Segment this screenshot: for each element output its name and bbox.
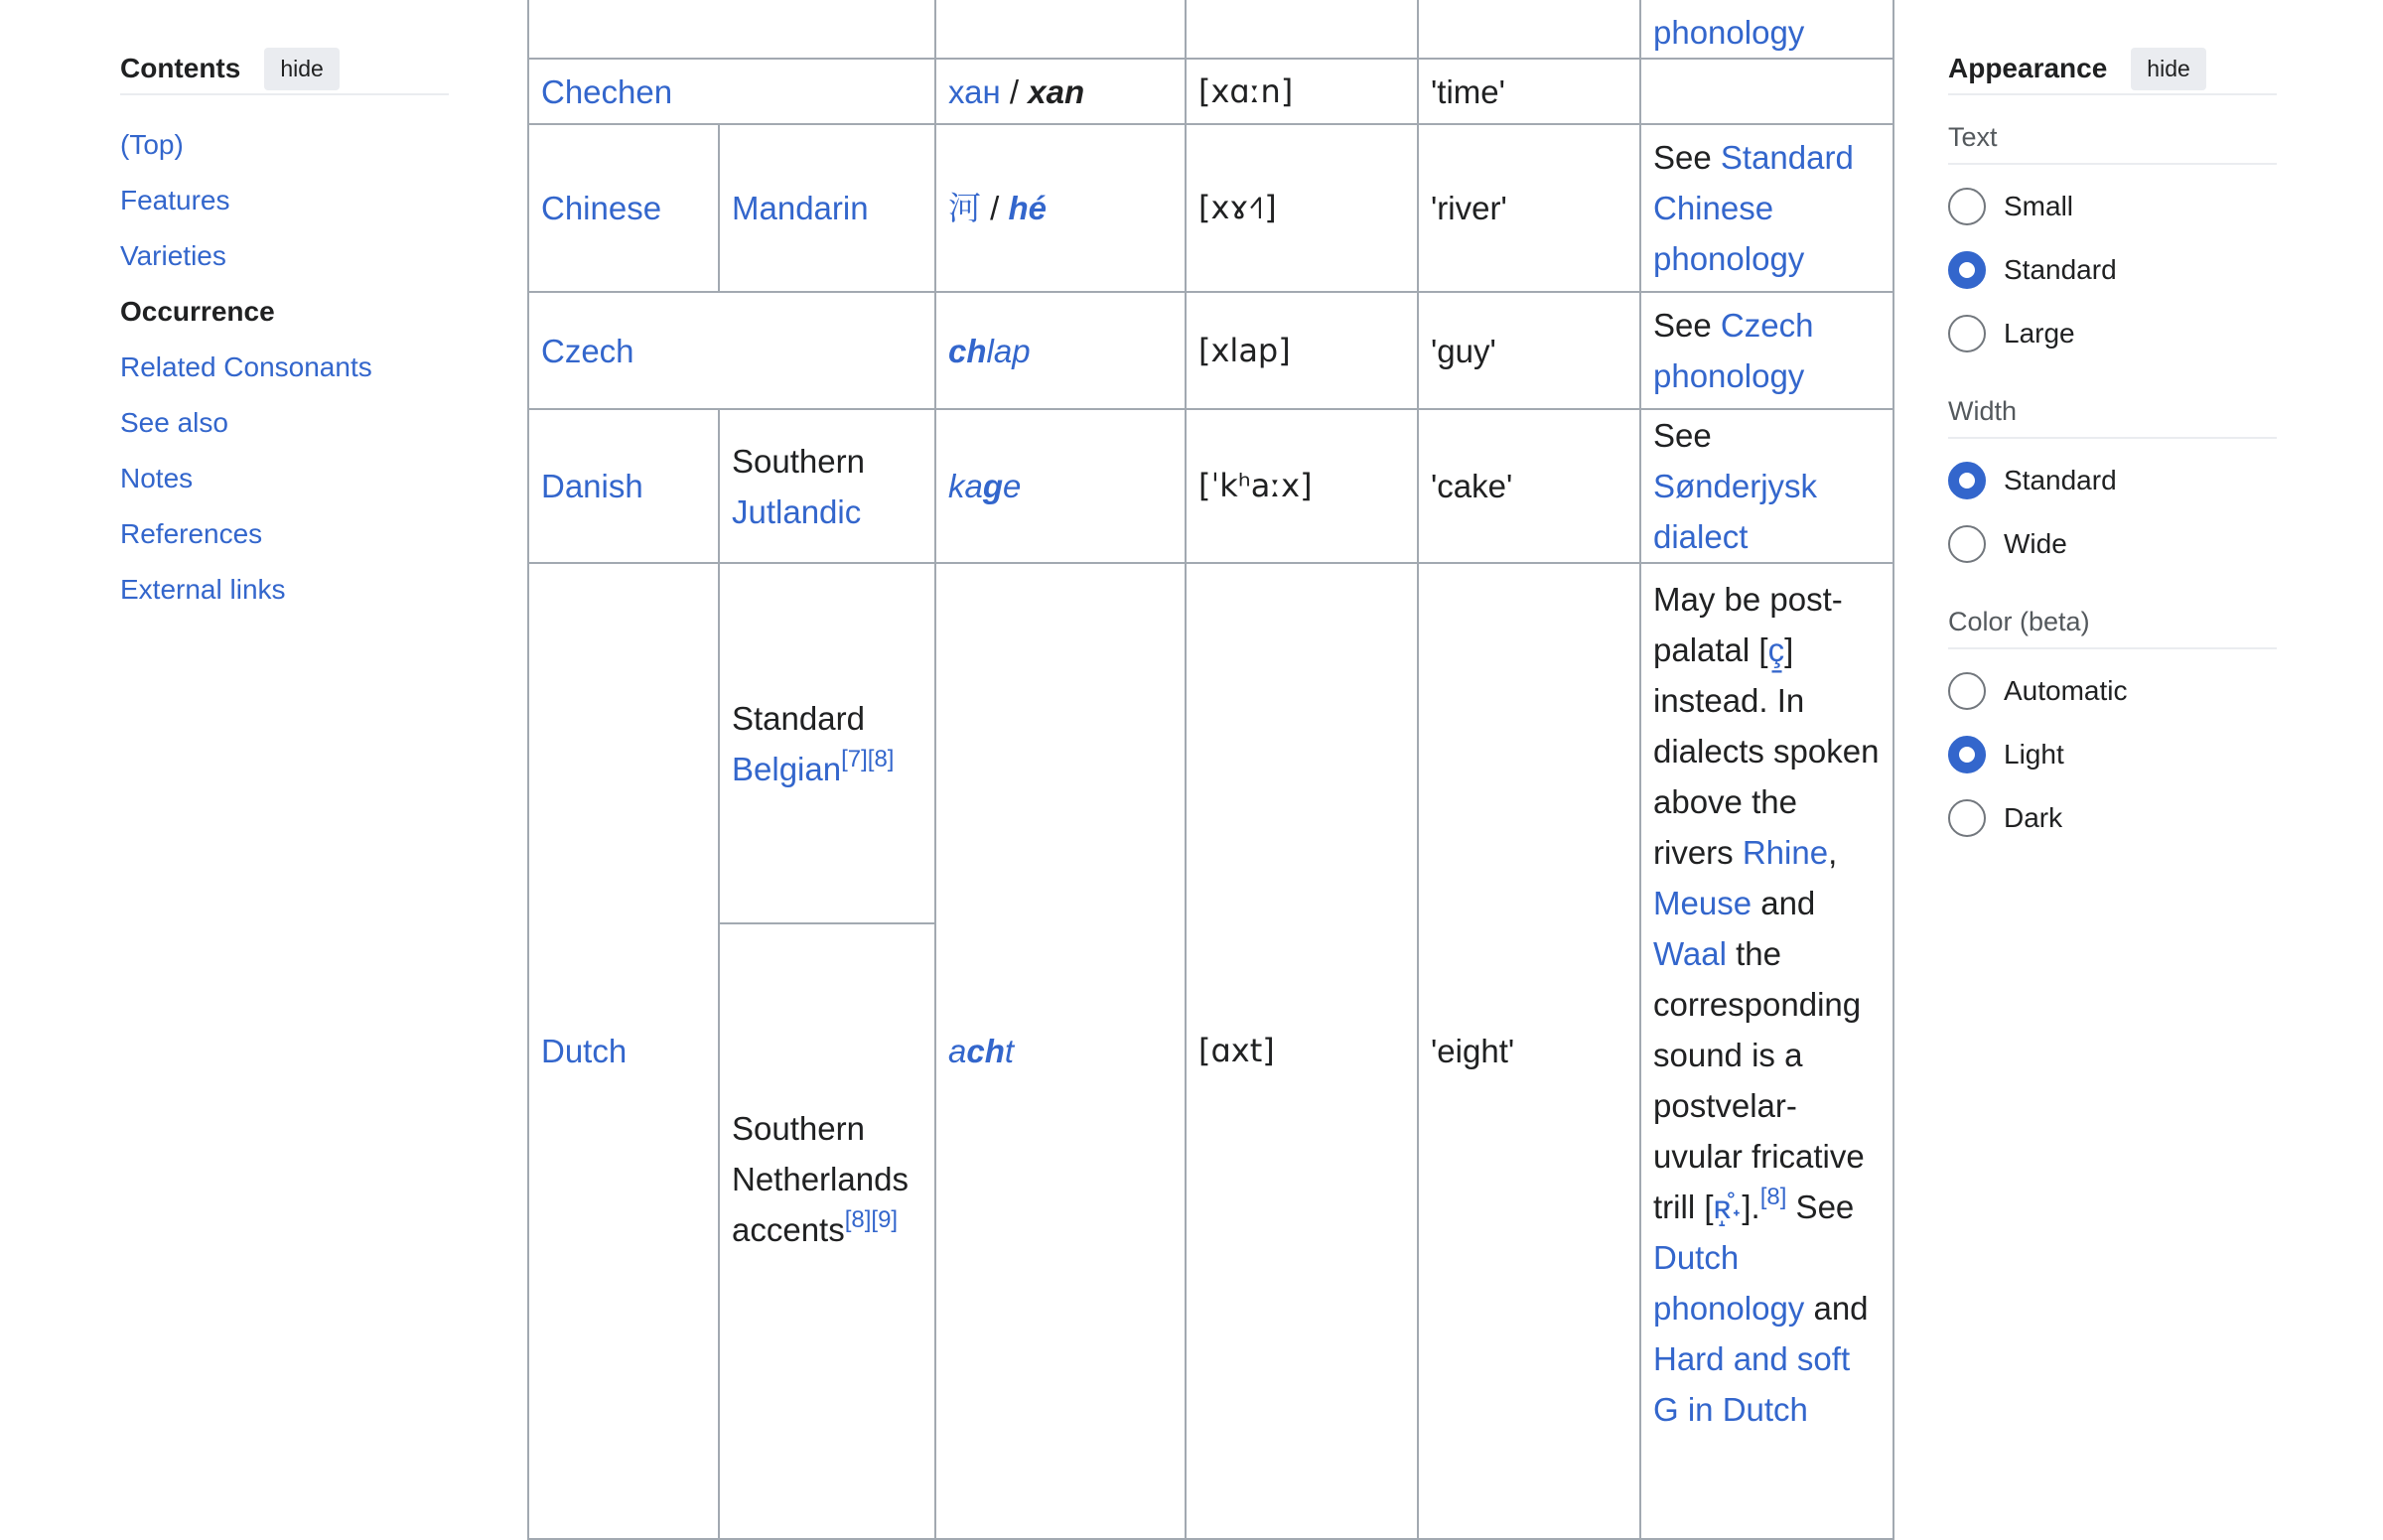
notes-text: May be post-palatal [ (1653, 581, 1843, 668)
dialect-cell (719, 563, 935, 923)
color-automatic[interactable] (1948, 659, 2277, 723)
toc-hide-button[interactable]: hide (264, 48, 339, 90)
notes-cell (1640, 59, 1893, 124)
language-link-czech[interactable]: Czech (541, 332, 634, 369)
occurrence-table (527, 0, 1894, 1540)
toc-item-varieties[interactable]: Varieties (120, 240, 226, 271)
river-link-rhine[interactable]: Rhine (1742, 834, 1829, 871)
toc-item-features[interactable]: Features (120, 185, 230, 215)
meaning-cell: 'time' (1418, 59, 1640, 124)
language-link-chinese[interactable]: Chinese (541, 190, 662, 226)
ipa-cell: [xɤ˧˥] (1186, 124, 1418, 292)
dialect-cell (719, 923, 935, 1539)
width-options (1948, 439, 2277, 576)
dialect-cell (719, 409, 935, 563)
example-word-part: e (1003, 468, 1022, 504)
example-word-highlight: g (982, 468, 1004, 504)
toc-item-external-links[interactable]: External links (120, 574, 286, 605)
notes-see-text: See (1653, 139, 1721, 176)
notes-cell (1640, 292, 1893, 409)
table-row (528, 124, 1893, 292)
ipa-cell: [xlap] (1186, 292, 1418, 409)
notes-text: ] instead. In dialects spoken above the rivers (1653, 631, 1880, 871)
notes-cell (1640, 563, 1893, 1539)
radio-selected-icon (1948, 462, 1986, 499)
table-row (528, 409, 1893, 563)
dialect-text: Southern Netherlands accents (732, 1110, 909, 1248)
example-word-part: ka (948, 468, 983, 504)
color-options (1948, 649, 2277, 850)
notes-link[interactable]: Sønderjysk dialect (1653, 468, 1818, 555)
notes-cell (1640, 124, 1893, 292)
width-standard[interactable] (1948, 449, 2277, 512)
meaning-cell: 'guy' (1418, 292, 1640, 409)
appearance-title: Appearance (1948, 53, 2108, 83)
language-link-danish[interactable]: Danish (541, 468, 643, 504)
language-link-dutch[interactable]: Dutch (541, 1033, 628, 1069)
toc-item-see-also[interactable]: See also (120, 407, 228, 438)
radio-icon (1948, 188, 1986, 225)
notes-see-text: See (1653, 307, 1721, 344)
language-cell (528, 124, 719, 292)
ipa-link[interactable]: ʀ̝̊˖ (1713, 1189, 1743, 1225)
appearance-hide-button[interactable]: hide (2131, 48, 2205, 90)
table-row (528, 292, 1893, 409)
example-word-danish[interactable] (948, 468, 1021, 504)
notes-text: ]. (1742, 1189, 1760, 1225)
radio-label: Small (2004, 191, 2074, 221)
notes-text: the corresponding sound is a postvelar-uvular fricative trill [ (1653, 935, 1865, 1225)
toc-title: Contents (120, 53, 241, 83)
text-size-options (1948, 165, 2277, 365)
toc-header (120, 48, 449, 95)
width-wide[interactable] (1948, 512, 2277, 576)
text-size-large[interactable] (1948, 302, 2277, 365)
appearance-header (1948, 48, 2277, 95)
language-link-chechen[interactable]: Chechen (541, 72, 673, 110)
notes-link-hard-soft-g[interactable]: Hard and soft G in Dutch (1653, 1340, 1851, 1428)
language-cell (528, 59, 935, 124)
radio-label: Large (2004, 318, 2075, 349)
separator: / (1000, 72, 1029, 110)
example-cell (935, 292, 1186, 409)
notes-link-dutch-phonology[interactable]: Dutch phonology (1653, 1239, 1805, 1327)
notes-text: See (1786, 1189, 1855, 1225)
example-word-highlight: ch (966, 1033, 1005, 1069)
radio-selected-icon (1948, 736, 1986, 773)
separator: / (981, 190, 1009, 226)
language-cell (528, 292, 935, 409)
example-cell (935, 124, 1186, 292)
example-word-rest: lap (986, 332, 1031, 369)
radio-label: Automatic (2004, 675, 2128, 706)
table-row (528, 563, 1893, 923)
dialect-text: Southern (732, 442, 865, 480)
language-cell (528, 563, 719, 1539)
radio-label: Standard (2004, 254, 2117, 285)
dialect-link-jutlandic[interactable]: Jutlandic (732, 492, 862, 530)
example-word-pinyin-text: hé (1008, 190, 1048, 226)
color-label: Color (beta) (1948, 594, 2277, 649)
example-word-part: t (1004, 1033, 1015, 1069)
example-word-czech[interactable] (948, 333, 1031, 369)
example-cell (935, 59, 1186, 124)
river-link-waal[interactable]: Waal (1653, 935, 1727, 972)
example-word-part: a (948, 1033, 967, 1069)
radio-selected-icon (1948, 251, 1986, 289)
toc-item-notes[interactable]: Notes (120, 463, 194, 493)
example-cell (935, 563, 1186, 1539)
radio-label: Standard (2004, 465, 2117, 495)
example-word-cyrillic[interactable]: хан (948, 72, 1001, 110)
notes-text: and (1752, 885, 1816, 921)
toc-item-related-consonants[interactable]: Related Consonants (120, 351, 372, 382)
text-size-small[interactable] (1948, 175, 2277, 238)
dialect-cell (719, 124, 935, 292)
ipa-cell: [ɑxt] (1186, 563, 1418, 1539)
radio-label: Light (2004, 739, 2064, 770)
meaning-cell: 'cake' (1418, 409, 1640, 563)
radio-label: Wide (2004, 528, 2067, 559)
dialect-link-belgian[interactable]: Belgian (732, 750, 842, 787)
color-light[interactable] (1948, 723, 2277, 786)
example-cell (935, 409, 1186, 563)
radio-icon (1948, 799, 1986, 837)
table-of-contents (120, 48, 449, 618)
notes-link[interactable]: Czech phonology (1653, 307, 1814, 394)
toc-item-occurrence[interactable]: Occurrence (120, 296, 275, 327)
reference-link[interactable]: [7][8] (841, 745, 895, 772)
ipa-cell: [xɑːn] (1186, 59, 1418, 124)
width-label: Width (1948, 383, 2277, 439)
notes-link[interactable]: phonology (1653, 14, 1805, 51)
appearance-panel (1948, 48, 2277, 850)
toc-item-top[interactable]: (Top) (120, 129, 184, 160)
radio-label: Dark (2004, 802, 2063, 833)
radio-icon (1948, 525, 1986, 563)
notes-cell (1640, 409, 1893, 563)
toc-list (120, 117, 449, 618)
radio-icon (1948, 672, 1986, 710)
example-word-pinyin[interactable] (1009, 190, 1048, 226)
river-link-meuse[interactable]: Meuse (1653, 885, 1752, 921)
text-size-label: Text (1948, 109, 2277, 165)
ipa-link[interactable]: ç̠ (1767, 631, 1785, 668)
table-row (528, 59, 1893, 124)
text-size-standard[interactable] (1948, 238, 2277, 302)
dialect-text: Standard (732, 699, 865, 737)
language-cell (528, 409, 719, 563)
example-word-hanzi[interactable]: 河 (948, 190, 981, 226)
ipa-cell: [ˈkʰaːx] (1186, 409, 1418, 563)
reference-link[interactable]: [8][9] (844, 1206, 899, 1233)
radio-icon (1948, 315, 1986, 352)
example-word-dutch[interactable] (948, 1033, 1014, 1069)
meaning-cell: 'river' (1418, 124, 1640, 292)
meaning-cell: 'eight' (1418, 563, 1640, 1539)
notes-link[interactable]: Standard Chinese phonology (1653, 139, 1854, 277)
color-dark[interactable] (1948, 786, 2277, 850)
reference-link[interactable]: [8] (1759, 1184, 1787, 1210)
notes-see-text: See (1653, 417, 1712, 454)
table-row (528, 0, 1893, 59)
notes-text: , (1828, 834, 1838, 871)
example-word-latin: xan (1028, 72, 1085, 110)
dialect-link-mandarin[interactable]: Mandarin (732, 190, 869, 226)
notes-text: and (1804, 1290, 1869, 1327)
toc-item-references[interactable]: References (120, 518, 263, 549)
example-word-highlight: ch (948, 332, 987, 369)
